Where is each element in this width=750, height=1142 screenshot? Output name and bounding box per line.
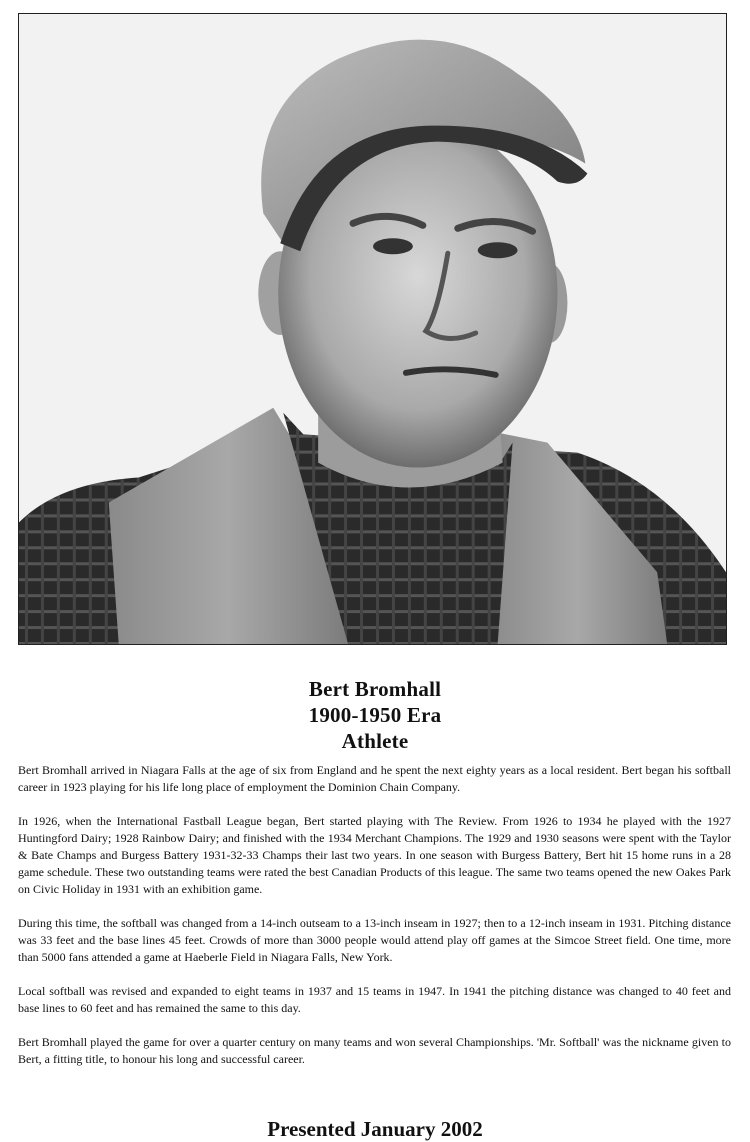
biography [18, 762, 731, 1085]
bio-paragraph: During this time, the softball was changed from a 14-inch outseam to a 13-inch inseam in 1927; then to a 12-inch inseam in 1931. Pitching distance was 33 feet and the base lines 45 feet. Crowds of more than 3000 people would attend play off games at the Simcoe Street field. One time, more than 5000 fans attended a game at Haeberle Field in Niagara Falls, New York. [18, 916, 731, 964]
era-label: 1900-1950 Era [308, 703, 442, 727]
presented-date: Presented January 2002 [267, 1117, 483, 1141]
bio-paragraph: Bert Bromhall played the game for over a quarter century on many teams and won several Championships. 'Mr. Softball' was the nickname given to Bert, a fitting title, to honour his long and successful career. [18, 1035, 731, 1066]
category-label: Athlete [341, 729, 409, 753]
bio-paragraph: In 1926, when the International Fastball League began, Bert started playing with The Review. From 1926 to 1934 he played with the 1927 Huntingford Dairy; 1928 Rainbow Dairy; and finished with the 1934 Merchant Champions. The 1929 and 1930 seasons were spent with the Taylor & Bate Champs and Burgess Battery 1931-32-33 Champs their last two years. In one season with Burgess Battery, Bert hit 15 home runs in a 28 game schedule. These two outstanding teams were rated the best Canadian Products of this league. The same two teams opened the new Oakes Park on Civic Holiday in 1931 with an exhibition game. [18, 814, 731, 896]
bio-paragraph: Local softball was revised and expanded to eight teams in 1937 and 15 teams in 1947. In 1941 the pitching distance was changed to 40 feet and base lines to 60 feet and has remained the same to this day. [18, 984, 731, 1015]
bio-paragraph: Bert Bromhall arrived in Niagara Falls at the age of six from England and he spent the next eighty years as a local resident. Bert began his softball career in 1923 playing for his life long place of employment the Dominion Chain Company. [18, 763, 731, 794]
portrait-icon [19, 14, 726, 644]
title-block [0, 676, 750, 754]
portrait-photo [18, 13, 727, 645]
inductee-name: Bert Bromhall [308, 677, 442, 701]
